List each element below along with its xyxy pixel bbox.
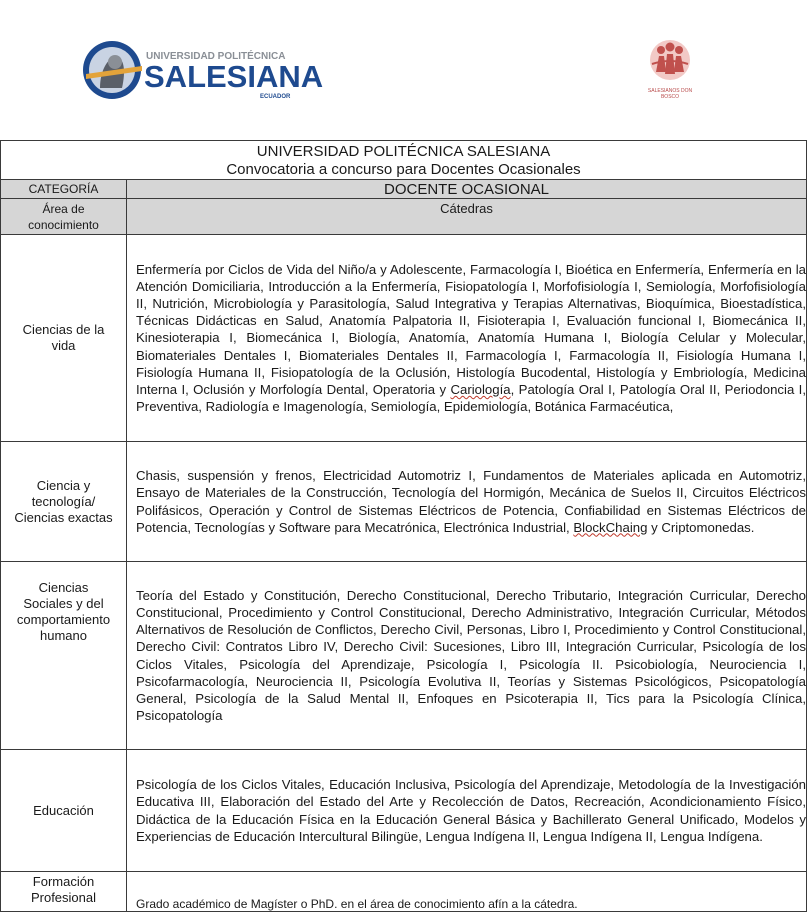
row-content-ciencia-tecnologia: Chasis, suspensión y frenos, Electricidad Automotriz I, Fundamentos de Materiales aplicada en Automotriz, Ensayo de Materiales de la Construcción, Tecnología del Hormigón, Mecánica de Suelos II, Circuitos Eléctricos Polifásicos, Operación y Control de Sistemas Eléctricos de Potencia, Confiabilidad en Sistemas Eléctricos de Potencia, Tecnologías y Software para Mecatrónica, Electrónica Industrial, BlockChaing y Criptomonedas.: [127, 442, 807, 562]
salesianos-logo: [644, 38, 696, 102]
docente-ocasional-header: DOCENTE OCASIONAL: [127, 180, 807, 199]
row-label-ciencias-sociales: Ciencias Sociales y del comportamiento humano: [1, 562, 127, 750]
row-label-educacion: Educación: [1, 750, 127, 872]
row-content-formacion-profesional: Grado académico de Magíster o PhD. en el área de conocimiento afín a la cátedra.: [127, 872, 807, 912]
row-label-ciencias-vida: Ciencias de la vida: [1, 235, 127, 442]
table-title: [1, 141, 807, 180]
ups-logo-line2: SALESIANA: [144, 59, 324, 94]
ups-logo-line3: ECUADOR: [260, 94, 291, 100]
row-label-ciencia-tecnologia: Ciencia y tecnología/ Ciencias exactas: [1, 442, 127, 562]
table-row: [1, 750, 807, 872]
ups-logo-line1: UNIVERSIDAD POLITÉCNICA: [146, 51, 286, 62]
title-line1: UNIVERSIDAD POLITÉCNICA SALESIANA: [256, 143, 551, 160]
table-row: [1, 562, 807, 750]
table-row: [1, 442, 807, 562]
row-content-ciencias-vida: Enfermería por Ciclos de Vida del Niño/a y Adolescente, Farmacología I, Bioética en Enfermería, Enfermería en la Atención Domiciliaria, Introducción a la Enfermería, Fisiopatología I, Morfofisiología I, Semiología, Morfofisiología II, Nutrición, Microbiología y Parasitología, Salud Integrativa y Terapias Alternativas, Bioquímica, Bioestadística, Técnicas Didácticas en Salud, Anatomía Palpatoria II, Fisioterapia I, Evaluación funcional I, Biomecánica II, Kinesioterapia I, Biomecánica I, Biología, Anatomía, Anatomía Humana I, Biología Celular y Molecular, Biomateriales Dentales I, Biomateriales Dentales II, Farmacología I, Farmacología II, Fisiología Humana I, Fisiología Humana II, Fisiopatología de la Oclusión, Histología Bucodental, Histología y Embriología, Medicina Interna I, Oclusión y Morfología Dental, Operatoria y Cariología, Patología Oral I, Patología Oral II, Periodoncia I, Preventiva, Radiología e Imagenología, Semiología, Epidemiología, Botánica Farmacéutica,: [127, 235, 807, 442]
area-conocimiento-header: Área de conocimiento: [1, 199, 127, 235]
table-row: [1, 872, 807, 912]
convocatoria-table: [0, 140, 807, 912]
row-content-ciencias-sociales: Teoría del Estado y Constitución, Derecho Constitucional, Derecho Tributario, Integración Curricular, Derecho Constitucional, Procedimiento y Control Constitucional, Derecho Administrativo, Integración Curricular, Métodos Alternativos de Resolución de Conflictos, Derecho Civil, Personas, Libro I, Procedimiento y Control Constitucional, Derecho Civil: Contratos Libro IV, Derecho Civil: Sucesiones, Libro III, Integración Curricular, Psicología de los Ciclos Vitales, Psicología del Aprendizaje, Psicología I, Psicología II. Psicobiología, Neurociencia I, Psicofarmacología, Neurociencia II, Psicología Evolutiva II, Teorías y Sistemas Psicológicos, Psicopatología General, Psicología de la Salud Mental II, Enfoques en Psicoterapia II, Tics para la Psicología Clínica, Psicopatología: [127, 562, 807, 750]
ups-logo: [82, 40, 324, 102]
salesianos-emblem-icon: [644, 38, 696, 86]
row-label-formacion-profesional: Formación Profesional: [1, 872, 127, 912]
catedras-header: Cátedras: [127, 199, 807, 235]
document-header: [0, 0, 800, 140]
categoria-header: CATEGORÍA: [1, 180, 127, 199]
title-line2: Convocatoria a concurso para Docentes Ocasionales: [226, 161, 581, 178]
table-row: [1, 235, 807, 442]
salesianos-caption: SALESIANOS DON BOSCO: [647, 88, 693, 100]
row-content-educacion: Psicología de los Ciclos Vitales, Educación Inclusiva, Psicología del Aprendizaje, Metodología de la Investigación Educativa III, Elaboración del Estado del Arte y Recolección de Datos, Recreación, Acondicionamiento Físico, Didáctica de la Educación Física en la Educación General Básica y Bachillerato General Unificado, Modelos y Experiencias de Educación Intercultural Bilingüe, Lengua Indígena II, Lengua Indígena II, Lengua Indígena.: [127, 750, 807, 872]
